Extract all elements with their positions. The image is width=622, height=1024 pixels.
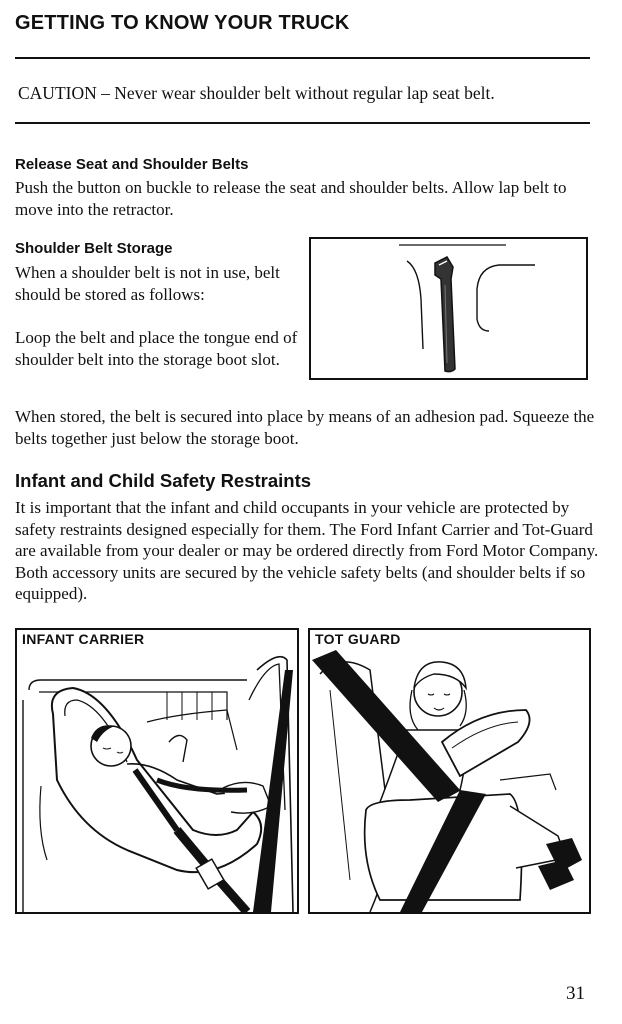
- infant-carrier-illustration: [17, 630, 297, 912]
- tot-guard-figure: [308, 628, 591, 914]
- shoulder-belt-storage-figure: [309, 237, 588, 380]
- page-number: 31: [566, 983, 585, 1004]
- restraints-paragraph: It is important that the infant and child occupants in your vehicle are protected by safety restraints designed especially for them. The Ford Infant Carrier and Tot-Guard are available from your dealer or may be ordered directly from Ford Motor Company. Both accessory units are secured by the vehicle safety belts (and shoulder belts if so equipped).: [15, 498, 599, 603]
- page-header: GETTING TO KNOW YOUR TRUCK: [15, 12, 350, 34]
- release-heading: Release Seat and Shoulder Belts: [15, 156, 249, 173]
- tot-guard-label: TOT GUARD: [312, 631, 404, 647]
- infant-carrier-label: INFANT CARRIER: [19, 631, 147, 647]
- storage-paragraph-2: Loop the belt and place the tongue end of shoulder belt into the storage boot slot.: [15, 328, 298, 369]
- storage-paragraph-1: When a shoulder belt is not in use, belt should be stored as follows:: [15, 263, 280, 304]
- storage-paragraph-3: When stored, the belt is secured into place by means of an adhesion pad. Squeeze the belts together just below the storage boot.: [15, 407, 595, 448]
- release-paragraph: Push the button on buckle to release the seat and shoulder belts. Allow lap belt to move into the retractor.: [15, 178, 567, 219]
- storage-boot-illustration: [311, 239, 586, 378]
- infant-carrier-figure: [15, 628, 299, 914]
- caution-rule: [15, 122, 590, 124]
- storage-heading: Shoulder Belt Storage: [15, 240, 173, 257]
- caution-note: CAUTION – Never wear shoulder belt without regular lap seat belt.: [18, 83, 495, 103]
- restraints-heading: Infant and Child Safety Restraints: [15, 470, 312, 491]
- top-rule: [15, 57, 590, 59]
- tot-guard-illustration: [310, 630, 589, 912]
